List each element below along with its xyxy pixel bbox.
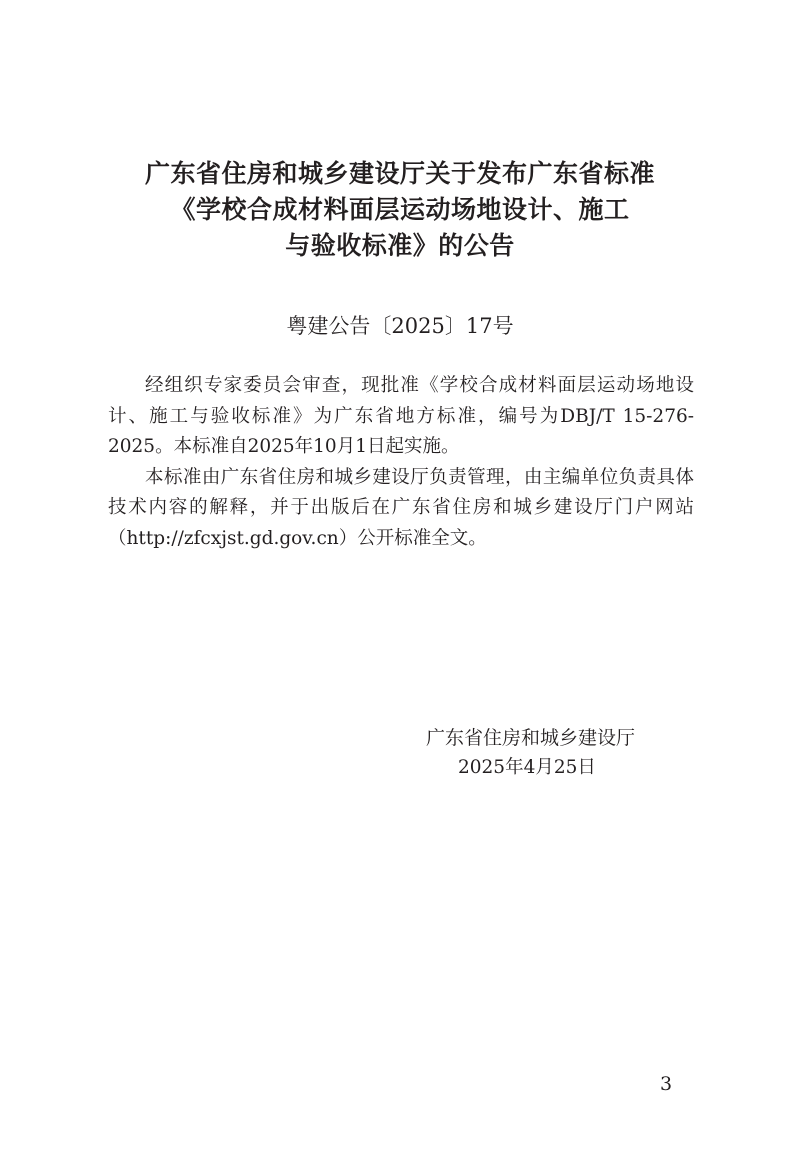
page-number: 3 — [660, 1073, 673, 1095]
body-paragraph-1: 经组织专家委员会审查，现批准《学校合成材料面层运动场地设计、施工与验收标准》为广东省地方标准，编号为DBJ/T 15-276-2025。本标准自2025年10月1日起实施。 — [108, 375, 694, 457]
announcement-title — [0, 156, 800, 264]
issuer-name: 广东省住房和城乡建设厅 — [426, 727, 636, 749]
announcement-body — [108, 371, 694, 554]
signature-block — [426, 723, 666, 783]
title-line-2: 《学校合成材料面层运动场地设计、施工 — [170, 195, 630, 224]
title-line-1: 广东省住房和城乡建设厅关于发布广东省标准 — [144, 159, 655, 188]
title-line-3: 与验收标准》的公告 — [285, 231, 515, 260]
document-number: 粤建公告〔2025〕17号 — [286, 314, 514, 338]
body-paragraph-2: 本标准由广东省住房和城乡建设厅负责管理，由主编单位负责具体技术内容的解释，并于出版后在广东省住房和城乡建设厅门户网站（http://zfcxjst.gd.gov.cn）公开标准全文。 — [108, 466, 694, 549]
issue-date: 2025年4月25日 — [458, 757, 596, 778]
